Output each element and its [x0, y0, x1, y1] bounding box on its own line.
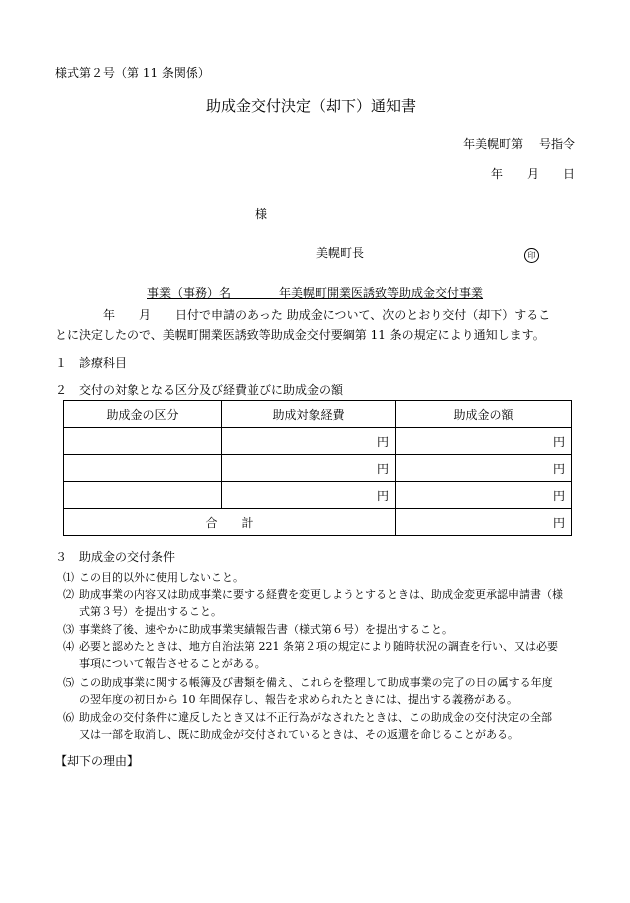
- condition-text: 必要と認めたときは、地方自治法第 221 条第２項の規定により随時状況の調査を行い、又は必要: [79, 640, 558, 653]
- rejection-reason-label: 【却下の理由】: [55, 754, 140, 768]
- condition-text-cont: 事項について報告させることがある。: [79, 657, 266, 670]
- header-cost: 助成対象経費: [222, 401, 396, 428]
- table-total-row: [64, 509, 572, 536]
- seal-mark: [524, 243, 539, 263]
- condition-text-cont: の翌年度の初日から 10 年間保存し、報告を求められたときには、提出する義務がある。: [79, 693, 518, 706]
- cell-category: [64, 428, 222, 455]
- condition-text: 事業終了後、速やかに助成事業実績報告書（様式第６号）を提出すること。: [79, 623, 453, 636]
- document-title: 助成金交付決定（却下）通知書: [206, 97, 417, 115]
- condition-number: ⑴: [63, 571, 74, 584]
- section-grant-amount: ２ 交付の対象となる区分及び経費並びに助成金の額: [55, 383, 344, 397]
- issuer-name: 美幌町長: [316, 246, 365, 260]
- grant-table: [63, 400, 572, 536]
- condition-text: 助成金の交付条件に違反したとき又は不正行為がなされたときは、この助成金の交付決定の全部: [79, 711, 552, 724]
- cell-amount: 円: [396, 428, 572, 455]
- condition-text: この目的以外に使用しないこと。: [79, 571, 244, 584]
- condition-text: この助成事業に関する帳簿及び書類を備え、これらを整理して助成事業の完了の日の属する年度: [79, 676, 553, 689]
- issue-date: 年 月 日: [490, 167, 575, 181]
- table-row: [64, 455, 572, 482]
- doc-number: 年美幌町第 号指令: [463, 137, 575, 151]
- table-header-row: [64, 401, 572, 428]
- cell-category: [64, 482, 222, 509]
- section-medical-subject: １ 診療科目: [55, 356, 128, 370]
- condition-item: [63, 638, 558, 672]
- form-id: 様式第２号（第 11 条関係）: [55, 66, 210, 80]
- project-name-line: 事業（事務）名 年美幌町開業医誘致等助成金交付事業: [147, 286, 484, 300]
- condition-text: 助成事業の内容又は助成事業に要する経費を変更しようとするときは、助成金変更承認申請書（様: [79, 588, 563, 601]
- condition-item: [63, 586, 563, 620]
- cell-category: [64, 455, 222, 482]
- condition-text-cont: 又は一部を取消し、既に助成金が交付されているときは、その返還を命じることがある。: [79, 728, 519, 741]
- cell-amount: 円: [396, 482, 572, 509]
- notice-body-line1: 年 月 日付で申請のあった 助成金について、次のとおり交付（却下）するこ: [103, 308, 551, 322]
- condition-item: [63, 674, 553, 708]
- section-conditions: ３ 助成金の交付条件: [55, 550, 176, 564]
- header-category: 助成金の区分: [64, 401, 222, 428]
- total-amount: 円: [396, 509, 572, 536]
- condition-item: [63, 621, 453, 638]
- recipient-suffix: 様: [255, 207, 268, 221]
- condition-item: [63, 709, 552, 743]
- table-row: [64, 428, 572, 455]
- cell-cost: 円: [222, 482, 396, 509]
- condition-number: ⑵: [63, 588, 74, 601]
- condition-text-cont: 式第３号）を提出すること。: [79, 605, 222, 618]
- header-amount: 助成金の額: [396, 401, 572, 428]
- condition-number: ⑸: [63, 676, 74, 689]
- notice-body-line2: とに決定したので、美幌町開業医誘致等助成金交付要綱第 11 条の規定により通知します。: [55, 328, 545, 342]
- seal-icon: 印: [524, 248, 539, 263]
- condition-number: ⑷: [63, 640, 74, 653]
- total-label: 合 計: [64, 509, 396, 536]
- condition-item: [63, 569, 244, 586]
- table-row: [64, 482, 572, 509]
- condition-number: ⑶: [63, 623, 74, 636]
- cell-cost: 円: [222, 455, 396, 482]
- cell-amount: 円: [396, 455, 572, 482]
- cell-cost: 円: [222, 428, 396, 455]
- condition-number: ⑹: [63, 711, 74, 724]
